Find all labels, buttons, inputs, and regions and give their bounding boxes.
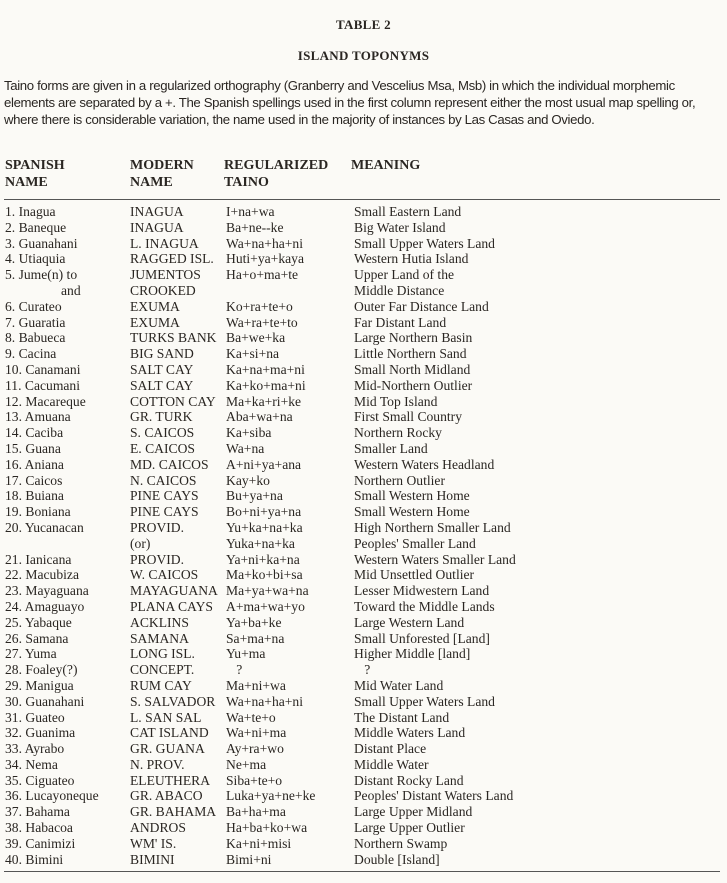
table-title: ISLAND TOPONYMS [297, 48, 430, 63]
cell-meaning: Northern Rocky [354, 425, 442, 441]
cell-modern-name: L. INAGUA [130, 235, 199, 251]
cell-spanish-name: 7. Guaratia [5, 314, 66, 330]
cell-taino-form: Ba+we+ka [226, 330, 286, 346]
cell-spanish-name: 23. Mayaguana [5, 583, 89, 599]
table-row [0, 567, 727, 583]
cell-meaning: Double [Island] [354, 851, 440, 867]
cell-meaning: Little Northern Sand [354, 346, 467, 362]
top-rule [4, 199, 720, 200]
cell-spanish-name: 36. Lucayoneque [5, 788, 99, 804]
cell-modern-name: CONCEPT. [130, 662, 195, 678]
table-row [0, 662, 727, 678]
cell-modern-name: RUM CAY [130, 677, 192, 693]
cell-modern-name: SALT CAY [130, 361, 194, 377]
cell-modern-name: CAT ISLAND [130, 725, 209, 741]
cell-modern-name: N. PROV. [130, 756, 185, 772]
table-row [0, 615, 727, 631]
cell-meaning: Middle Waters Land [354, 725, 466, 741]
cell-taino-form: Ba+ne--ke [226, 219, 284, 235]
table-row [0, 473, 727, 489]
cell-meaning: Middle Distance [354, 282, 445, 298]
cell-meaning: Western Waters Smaller Land [354, 551, 516, 567]
cell-modern-name: RAGGED ISL. [130, 251, 214, 267]
cell-meaning: Peoples' Smaller Land [354, 535, 476, 551]
table-row [0, 520, 727, 536]
cell-spanish-name: 17. Caicos [5, 472, 63, 488]
cell-spanish-name: 13. Amuana [5, 409, 71, 425]
cell-meaning: Distant Rocky Land [354, 772, 464, 788]
cell-spanish-name: 1. Inagua [5, 204, 56, 219]
table-row [0, 299, 727, 315]
cell-spanish-name: 12. Macareque [5, 393, 86, 409]
table-row [0, 425, 727, 441]
table-row [0, 710, 727, 726]
intro-paragraph: Taino forms are given in a regularized orthography (Granberry and Vescelius Msa, Msb) in which the individual morphemic elements are separated by a +. The Spanish spellings used in the first column represent either the most usual map spelling or, where there is considerable variation, the name used in the majority of instances by Las Casas and Oviedo. [4, 78, 696, 127]
cell-modern-name: N. CAICOS [130, 472, 197, 488]
cell-modern-name: LONG ISL. [130, 646, 195, 662]
cell-taino-form: Ma+ko+bi+sa [226, 567, 303, 583]
table-row [0, 409, 727, 425]
cell-spanish-name: 11. Cacumani [5, 377, 80, 393]
cell-modern-name: (or) [130, 535, 151, 551]
cell-spanish-name: 18. Buiana [5, 488, 64, 504]
cell-spanish-name: 25. Yabaque [5, 614, 72, 630]
cell-taino-form: Ma+ni+wa [226, 677, 286, 693]
header-line: MEANING [351, 158, 421, 173]
table-row [0, 394, 727, 410]
cell-modern-name: WM' IS. [130, 835, 177, 851]
cell-taino-form: Wa+ni+ma [226, 725, 287, 741]
cell-modern-name: L. SAN SAL [130, 709, 202, 725]
cell-spanish-name: 31. Guateo [5, 709, 65, 725]
cell-modern-name: SAMANA [130, 630, 189, 646]
table-row [0, 599, 727, 615]
cell-modern-name: PROVID. [130, 519, 185, 535]
cell-meaning: Large Northern Basin [354, 330, 473, 346]
header-line: TAINO [224, 175, 269, 190]
cell-modern-name: BIMINI [130, 851, 175, 867]
table-row [0, 315, 727, 331]
cell-meaning: Mid Unsettled Outlier [354, 567, 475, 583]
cell-modern-name: ELEUTHERA [130, 772, 211, 788]
cell-taino-form: I+na+wa [226, 204, 275, 219]
table-row [0, 678, 727, 694]
cell-meaning: Middle Water [354, 756, 429, 772]
cell-spanish-name: 9. Cacina [5, 346, 57, 362]
cell-spanish-name: and [61, 282, 81, 298]
table-row [0, 220, 727, 236]
cell-spanish-name: 24. Amaguayo [5, 598, 85, 614]
cell-meaning: Large Upper Midland [354, 804, 473, 820]
cell-modern-name: ANDROS [130, 820, 186, 836]
table-row [0, 804, 727, 820]
cell-modern-name: PLANA CAYS [130, 598, 213, 614]
cell-meaning: Small Upper Waters Land [354, 693, 495, 709]
header-line: REGULARIZED [224, 158, 329, 173]
table-row [0, 283, 727, 299]
cell-spanish-name: 20. Yucanacan [5, 519, 84, 535]
cell-modern-name: SALT CAY [130, 377, 194, 393]
cell-spanish-name: 15. Guana [5, 440, 61, 456]
cell-spanish-name: 19. Boniana [5, 504, 71, 520]
cell-modern-name: MAYAGUANA [130, 583, 218, 599]
cell-meaning: Smaller Land [354, 440, 428, 456]
cell-spanish-name: 32. Guanima [5, 725, 76, 741]
cell-modern-name: INAGUA [130, 204, 184, 219]
cell-meaning: High Northern Smaller Land [354, 519, 511, 535]
cell-taino-form: Kay+ko [226, 472, 270, 488]
cell-modern-name: ACKLINS [130, 614, 189, 630]
cell-modern-name: S. SALVADOR [130, 693, 216, 709]
cell-spanish-name: 26. Samana [5, 630, 69, 646]
cell-taino-form: Wa+na+ha+ni [226, 235, 304, 251]
header-regularized-taino [224, 157, 328, 191]
cell-taino-form: Yu+ka+na+ka [226, 519, 303, 535]
table-row [0, 694, 727, 710]
cell-meaning: First Small Country [354, 409, 463, 425]
table-row [0, 646, 727, 662]
cell-taino-form: Sa+ma+na [226, 630, 285, 646]
cell-spanish-name: 34. Nema [5, 756, 58, 772]
cell-taino-form: Bo+ni+ya+na [226, 504, 302, 520]
cell-meaning: Small Eastern Land [354, 204, 462, 219]
cell-modern-name: PROVID. [130, 551, 185, 567]
cell-taino-form: Wa+te+o [226, 709, 276, 725]
cell-taino-form: Ka+ko+ma+ni [226, 377, 306, 393]
table-row [0, 457, 727, 473]
table-row [0, 741, 727, 757]
cell-modern-name: PINE CAYS [130, 488, 199, 504]
cell-taino-form: Ka+ni+misi [226, 835, 292, 851]
table-row [0, 852, 727, 868]
cell-taino-form: Bimi+ni [226, 851, 272, 867]
cell-modern-name: COTTON CAY [130, 393, 216, 409]
cell-spanish-name: 21. Ianicana [5, 551, 72, 567]
cell-taino-form: Bu+ya+na [226, 488, 283, 504]
cell-spanish-name: 4. Utiaquia [5, 251, 66, 267]
cell-taino-form: Ma+ya+wa+na [226, 583, 309, 599]
cell-meaning: Toward the Middle Lands [354, 598, 495, 614]
cell-meaning: Big Water Island [354, 219, 446, 235]
table-row [0, 583, 727, 599]
table-row [0, 362, 727, 378]
header-line: NAME [5, 175, 48, 190]
cell-spanish-name: 8. Babueca [5, 330, 66, 346]
cell-spanish-name: 16. Aniana [5, 456, 64, 472]
cell-spanish-name: 22. Macubiza [5, 567, 79, 583]
cell-meaning: Mid Top Island [354, 393, 438, 409]
header-line: NAME [130, 175, 173, 190]
cell-meaning: Small Western Home [354, 504, 470, 520]
cell-modern-name: E. CAICOS [130, 440, 195, 456]
cell-taino-form: Ka+si+na [226, 346, 280, 362]
cell-meaning: Small Western Home [354, 488, 470, 504]
cell-taino-form: Yu+ma [226, 646, 266, 662]
cell-modern-name: W. CAICOS [130, 567, 199, 583]
table-row [0, 725, 727, 741]
cell-meaning: Mid-Northern Outlier [354, 377, 473, 393]
cell-meaning: Upper Land of the [354, 267, 455, 283]
cell-taino-form: Ay+ra+wo [226, 741, 284, 757]
cell-modern-name: JUMENTOS [130, 267, 201, 283]
cell-taino-form: Luka+ya+ne+ke [226, 788, 316, 804]
cell-meaning: Western Waters Headland [354, 456, 495, 472]
cell-modern-name: CROOKED [130, 282, 196, 298]
cell-spanish-name: 33. Ayrabo [5, 741, 65, 757]
cell-meaning: Small Unforested [Land] [354, 630, 490, 646]
table-row [0, 757, 727, 773]
cell-taino-form: Ya+ni+ka+na [226, 551, 300, 567]
cell-modern-name: MD. CAICOS [130, 456, 209, 472]
cell-modern-name: GR. ABACO [130, 788, 203, 804]
cell-spanish-name: 40. Bimini [5, 851, 64, 867]
cell-modern-name: GR. GUANA [130, 741, 205, 757]
cell-spanish-name: 29. Manigua [5, 677, 74, 693]
cell-taino-form: Wa+ra+te+to [226, 314, 298, 330]
table-number: TABLE 2 [336, 17, 391, 32]
cell-modern-name: PINE CAYS [130, 504, 199, 520]
cell-taino-form: Huti+ya+kaya [226, 251, 304, 267]
cell-taino-form: Yuka+na+ka [226, 535, 295, 551]
toponym-table-body [0, 204, 727, 867]
table-row [0, 267, 727, 283]
table-row [0, 488, 727, 504]
cell-meaning: Peoples' Distant Waters Land [354, 788, 514, 804]
cell-meaning: Distant Place [354, 741, 427, 757]
cell-spanish-name: 14. Caciba [5, 425, 64, 441]
cell-meaning: Small North Midland [354, 361, 471, 377]
table-row [0, 378, 727, 394]
cell-meaning: Lesser Midwestern Land [354, 583, 490, 599]
cell-modern-name: S. CAICOS [130, 425, 195, 441]
cell-modern-name: TURKS BANK [130, 330, 217, 346]
table-row [0, 330, 727, 346]
table-row [0, 773, 727, 789]
cell-spanish-name: 5. Jume(n) to [5, 267, 78, 283]
cell-meaning: Mid Water Land [354, 677, 444, 693]
table-row [0, 836, 727, 852]
bottom-rule [4, 871, 720, 872]
cell-modern-name: GR. BAHAMA [130, 804, 217, 820]
cell-modern-name: BIG SAND [130, 346, 194, 362]
cell-taino-form: Wa+na [226, 440, 265, 456]
cell-taino-form: Ha+o+ma+te [226, 267, 299, 283]
cell-meaning: Northern Swamp [354, 835, 448, 851]
header-line: SPANISH [5, 158, 65, 173]
cell-spanish-name: 35. Ciguateo [5, 772, 75, 788]
cell-spanish-name: 37. Bahama [5, 804, 70, 820]
header-modern-name [130, 157, 194, 191]
header-line: MODERN [130, 158, 194, 173]
table-row [0, 441, 727, 457]
cell-meaning: Outer Far Distance Land [354, 298, 489, 314]
table-row [0, 236, 727, 252]
cell-modern-name: EXUMA [130, 314, 180, 330]
cell-spanish-name: 27. Yuma [5, 646, 57, 662]
cell-taino-form: A+ma+wa+yo [226, 598, 305, 614]
cell-modern-name: EXUMA [130, 298, 180, 314]
cell-meaning: Large Upper Outlier [354, 820, 465, 836]
cell-spanish-name: 39. Canimizi [5, 835, 76, 851]
cell-spanish-name: 38. Habacoa [5, 820, 73, 836]
cell-modern-name: INAGUA [130, 219, 184, 235]
cell-meaning: ? [354, 662, 371, 678]
cell-taino-form: Ka+na+ma+ni [226, 361, 305, 377]
cell-meaning: Western Hutia Island [354, 251, 469, 267]
cell-spanish-name: 6. Curateo [5, 298, 62, 314]
cell-meaning: Small Upper Waters Land [354, 235, 495, 251]
cell-taino-form: Wa+na+ha+ni [226, 693, 304, 709]
cell-meaning: Large Western Land [354, 614, 465, 630]
table-row [0, 346, 727, 362]
table-row [0, 204, 727, 220]
table-row [0, 788, 727, 804]
cell-taino-form: Aba+wa+na [226, 409, 293, 425]
cell-taino-form: ? [226, 662, 243, 678]
cell-spanish-name: 28. Foaley(?) [5, 662, 78, 678]
cell-taino-form: Ka+siba [226, 425, 272, 441]
cell-meaning: Northern Outlier [354, 472, 445, 488]
cell-taino-form: Ba+ha+ma [226, 804, 286, 820]
table-row [0, 536, 727, 552]
table-row [0, 631, 727, 647]
cell-taino-form: Ya+ba+ke [226, 614, 282, 630]
cell-meaning: The Distant Land [354, 709, 450, 725]
cell-taino-form: Ma+ka+ri+ke [226, 393, 302, 409]
cell-taino-form: Ko+ra+te+o [226, 298, 293, 314]
cell-taino-form: A+ni+ya+ana [226, 456, 302, 472]
header-meaning [351, 157, 420, 174]
cell-spanish-name: 2. Baneque [5, 219, 67, 235]
cell-spanish-name: 3. Guanahani [5, 235, 78, 251]
cell-taino-form: Ne+ma [226, 756, 267, 772]
cell-meaning: Higher Middle [land] [354, 646, 471, 662]
cell-taino-form: Siba+te+o [226, 772, 283, 788]
cell-spanish-name: 10. Canamani [5, 361, 81, 377]
table-row [0, 552, 727, 568]
cell-meaning: Far Distant Land [354, 314, 447, 330]
table-row [0, 251, 727, 267]
cell-spanish-name: 30. Guanahani [5, 693, 85, 709]
cell-taino-form: Ha+ba+ko+wa [226, 820, 308, 836]
table-row [0, 504, 727, 520]
header-spanish-name [5, 157, 65, 191]
cell-modern-name: GR. TURK [130, 409, 193, 425]
table-row [0, 820, 727, 836]
